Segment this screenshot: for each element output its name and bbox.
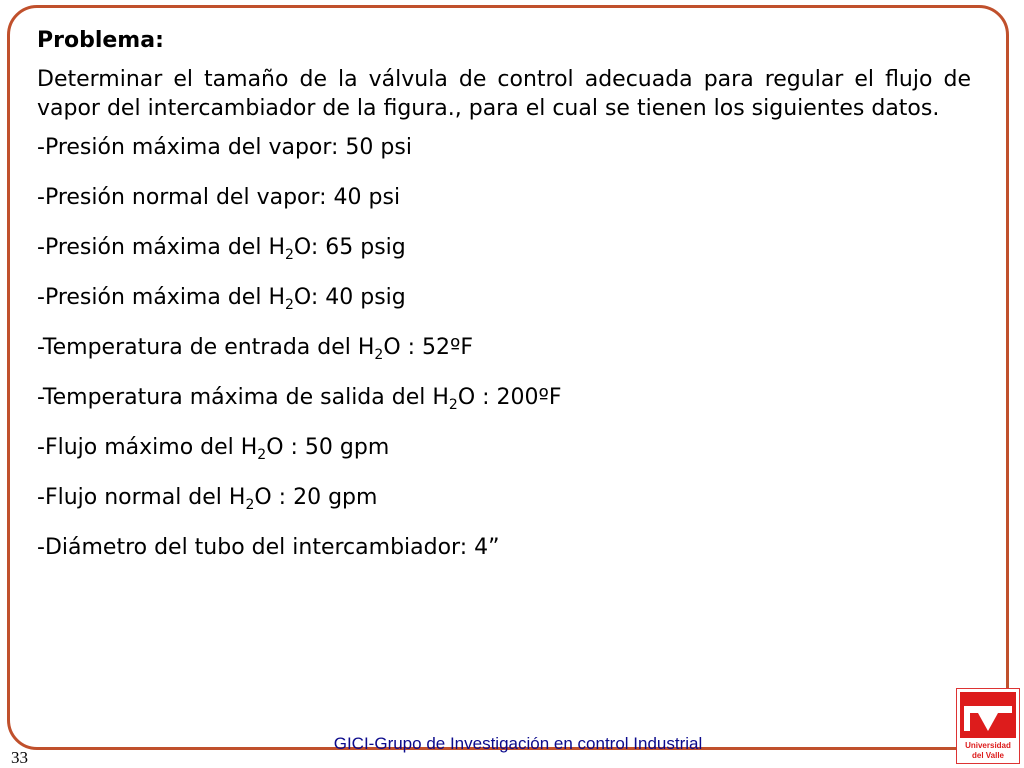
data-item: -Temperatura máxima de salida del $H_2O$ : 200ºF: [37, 385, 562, 413]
data-item: -Flujo máximo del $H_2O$ : 50 gpm: [37, 435, 390, 463]
data-item: -Temperatura de entrada del $H_2O$ : 52ºF: [37, 335, 474, 363]
university-logo: [956, 688, 1020, 764]
logo-bar: [964, 706, 1012, 713]
data-item: -Presión normal del vapor: 40 psi: [37, 185, 401, 210]
slide-content: [37, 26, 971, 583]
logo-text-line2: del Valle: [971, 751, 1005, 760]
data-item: -Presión máxima del vapor: 50 psi: [37, 135, 412, 160]
university-logo-icon: [957, 689, 1019, 763]
page-number: 33: [11, 748, 28, 767]
data-item: -Flujo normal del $H_2O$ : 20 gpm: [37, 485, 378, 513]
data-item: -Diámetro del tubo del intercambiador: 4”: [37, 535, 500, 560]
problem-statement: Determinar el tamaño de la válvula de control adecuada para regular el flujo de vapor del intercambiador de la figura., para el cual se tienen los siguientes datos.: [37, 67, 971, 121]
problem-heading: Problema:: [37, 28, 164, 53]
data-item: -Presión máxima del $H_2O$: 65 psig: [37, 235, 406, 263]
logo-stem: [964, 713, 970, 731]
logo-text-line1: Universidad: [965, 741, 1011, 750]
footer-text: GICI-Grupo de Investigación en control Industrial: [333, 734, 703, 753]
data-item: -Presión máxima del $H_2O$: 40 psig: [37, 285, 406, 313]
